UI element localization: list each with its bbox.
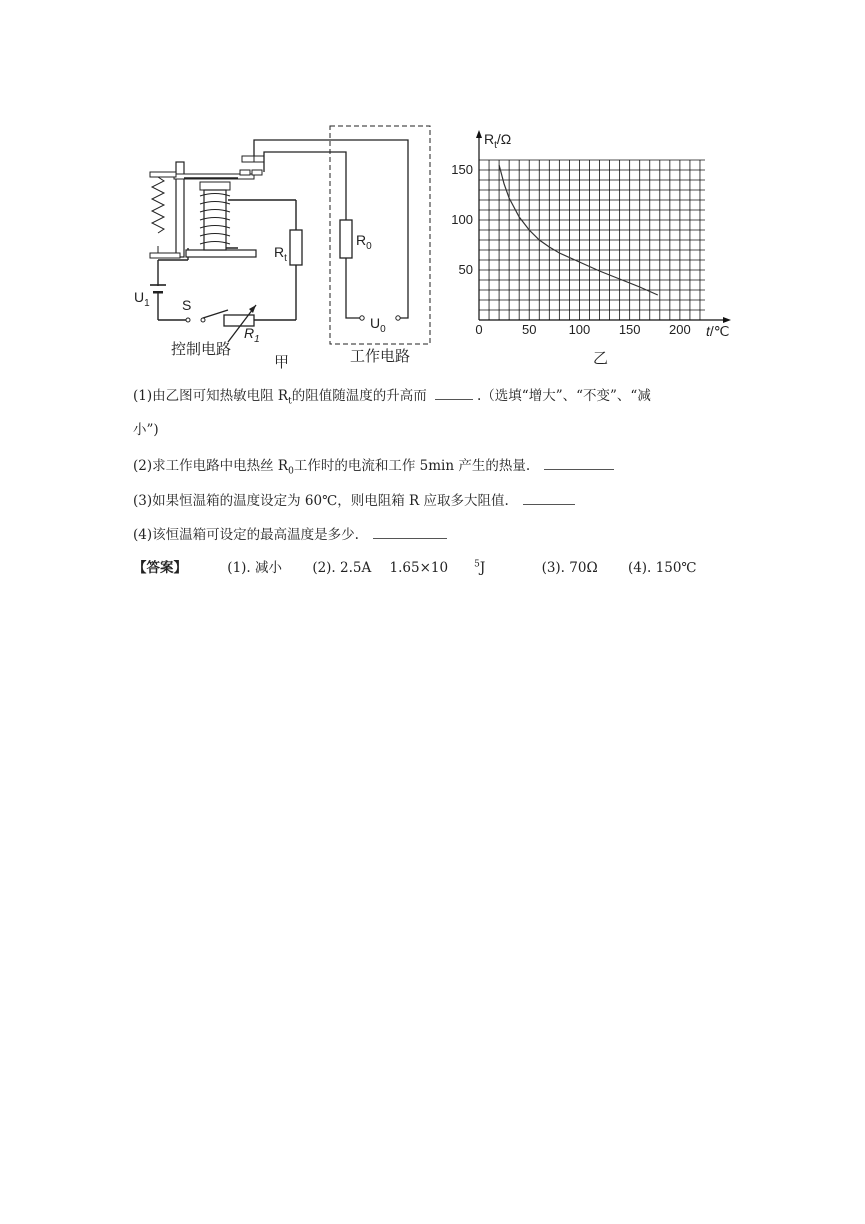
answer-blank [373,524,447,539]
chart-grid [479,160,705,320]
question-3 [133,490,575,511]
q1-text-c: .（选填“增大”、“不变”、“减 [477,388,651,404]
answer-3: (3). 70Ω [541,560,598,576]
label-u0: $U_0$ [370,315,386,335]
caption-fig-jia: 甲 [274,353,290,371]
chart-ticks [451,162,690,337]
y-tick-label: 50 [458,262,473,277]
x-tick-label: 0 [475,322,483,337]
switch-terminal [186,318,190,322]
x-tick-label: 100 [568,322,591,337]
terminal [396,316,400,320]
chart-axes [476,130,731,323]
caption-control-circuit: 控制电路 [171,340,232,358]
label-rt: $R_t$ [274,244,287,264]
answer-blank [435,385,473,400]
switch-terminal [201,318,205,322]
answer-2b-unit: J [479,560,486,576]
relay [150,156,264,258]
caption-fig-yi: 乙 [593,349,609,367]
q2-text-b: 工作时的电流和工作 5min 产生的热量. [293,458,531,474]
q1-subscript: t [288,396,292,407]
working-circuit-wires [254,140,408,318]
q2-subscript: 0 [288,466,294,477]
x-tick-label: 200 [669,322,691,337]
answer-4: (4). 150℃ [627,560,697,576]
answer-row [133,556,723,576]
heater-r0 [340,220,352,258]
answer-blank [523,490,575,505]
label-u1: $U_1$ [134,289,150,309]
question-1 [133,385,651,412]
q2-text-a: (2)求工作电路中电热丝 R [133,458,289,474]
q3-text: (3)如果恒温箱的温度设定为 60℃，则电阻箱 R 应取多大阻值. [133,493,509,509]
spring-icon [152,177,164,233]
thermistor-rt [290,230,302,265]
answer-2b-exp: 5 [474,559,480,570]
answer-1: (1). 减小 [227,560,283,576]
label-r1: $R_1$ [244,325,260,345]
question-4 [133,524,447,545]
label-s: S [182,297,192,313]
answer-2a: (2). 2.5A [312,560,372,576]
q1-text-a: (1)由乙图可知热敏电阻 R [133,388,289,404]
x-tick-label: 50 [521,322,537,337]
answer-blank [544,455,614,470]
label-r0: $R_0$ [356,232,372,252]
q4-text: (4)该恒温箱可设定的最高温度是多少. [133,527,359,543]
q1-text-b: 的阻值随温度的升高而 [291,388,427,404]
answer-2b [390,560,512,576]
caption-working-circuit: 工作电路 [350,347,411,365]
rt-temperature-chart [440,120,750,375]
question-1-cont: 小”) [133,422,159,438]
battery-u1 [148,285,168,292]
circuit-diagram [128,120,448,375]
y-axis-label: $R_t/\Omega$ [484,131,512,151]
y-axis-arrow [476,130,482,138]
terminal [360,316,364,320]
answer-2b-base: 1.65×10 [389,560,449,576]
y-tick-label: 100 [451,212,473,227]
x-axis-label: t/℃ [706,323,730,339]
answer-label: 【答案】 [133,560,187,576]
question-2 [133,455,614,482]
y-tick-label: 150 [451,162,473,177]
x-tick-label: 150 [618,322,641,337]
